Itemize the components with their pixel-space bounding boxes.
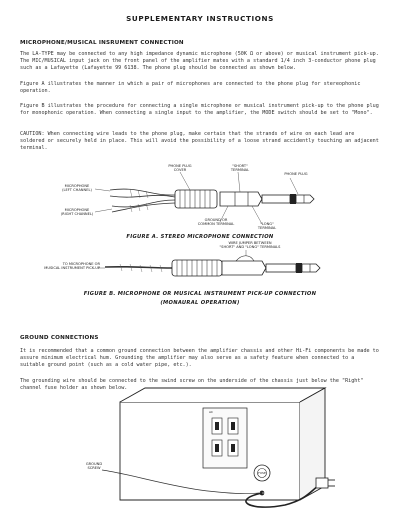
label-ground-common-terminal: GROUND OR COMMON TERMINAL — [197, 218, 235, 227]
mic-paragraph-3: Figure B illustrates the procedure for connecting a single microphone or musical instrument pick-up to the phone plug for monophonic operation. When connecting a single input to the amplifier, the MODE switch should be set to "Mono". — [20, 103, 379, 116]
ground-paragraph-2: The grounding wire should be connected to the swind screw on the underside of the chassis just below the "Right" channel fuse holder as shown below. — [20, 378, 364, 391]
mic-section-heading: MICROPHONE/MUSICAL INSRUMENT CONNECTION — [20, 40, 184, 46]
label-to-microphone: TO MICROPHONE OR MUSICAL INSTRUMENT PICK-UP — [44, 262, 100, 271]
figure-b-subcaption: (MONAURAL OPERATION) — [160, 300, 240, 306]
mic-caution-paragraph: CAUTION: When connecting wire leads to the phone plug, make certain that the strands of wire on each lead are soldered or securely held in place. This will avoid the possibility of a loose strand accidently touching an adjacent terminal. — [20, 131, 379, 151]
label-panel-ac: AC — [208, 410, 214, 414]
label-phone-plug: PHONE PLUG — [284, 172, 308, 176]
label-mic-left-channel: MICROPHONE (LEFT CHANNEL) — [62, 184, 92, 193]
label-ground-screw: GROUND SCREW — [85, 462, 103, 471]
label-mic-right-channel: MICROPHONE (RIGHT CHANNEL) — [60, 208, 94, 217]
page-title: SUPPLEMENTARY INSTRUCTIONS — [126, 14, 274, 23]
label-wire-jumper: WIRE JUMPER BETWEEN "SHORT" AND "LONG" TERMINALS — [219, 241, 281, 250]
ground-section-heading: GROUND CONNECTIONS — [20, 335, 99, 341]
mic-paragraph-2: Figure A illustrates the manner in which a pair of microphones are connected to the phone plug for stereophonic operation. — [20, 81, 361, 94]
figure-b-caption: FIGURE B. MICROPHONE OR MUSICAL INSTRUMENT PICK-UP CONNECTION — [83, 291, 317, 297]
ground-paragraph-1: It is recommended that a common ground connection between the amplifier chassis and other Hi-Fi components be made to assure minimum electrical hum. Grounding the amplifier may also serve as a safety feature when connected to a suitable ground point (such as a cold water pipe, etc.). — [20, 348, 379, 368]
mic-paragraph-1: The LA-TYPE may be connected to any high impedance dynamic microphone (50K Ω or above) or musical instrument pick-up. The MIC/MUSICAL input jack on the front panel of the amplifier mates with a standard 1/4 inch 3-conductor phone plug such as a Lafayette (Lafayette 99 6138. The phone plug should be connected as shown below. — [20, 51, 379, 71]
label-fuse: FUSE — [258, 471, 266, 475]
label-long-terminal: "LONG" TERMINAL — [257, 222, 277, 231]
figure-a-caption: FIGURE A. STEREO MICROPHONE CONNECTION — [126, 234, 274, 240]
label-phone-plug-cover: PHONE PLUG COVER — [168, 164, 192, 173]
label-short-terminal: "SHORT" TERMINAL — [230, 164, 250, 173]
